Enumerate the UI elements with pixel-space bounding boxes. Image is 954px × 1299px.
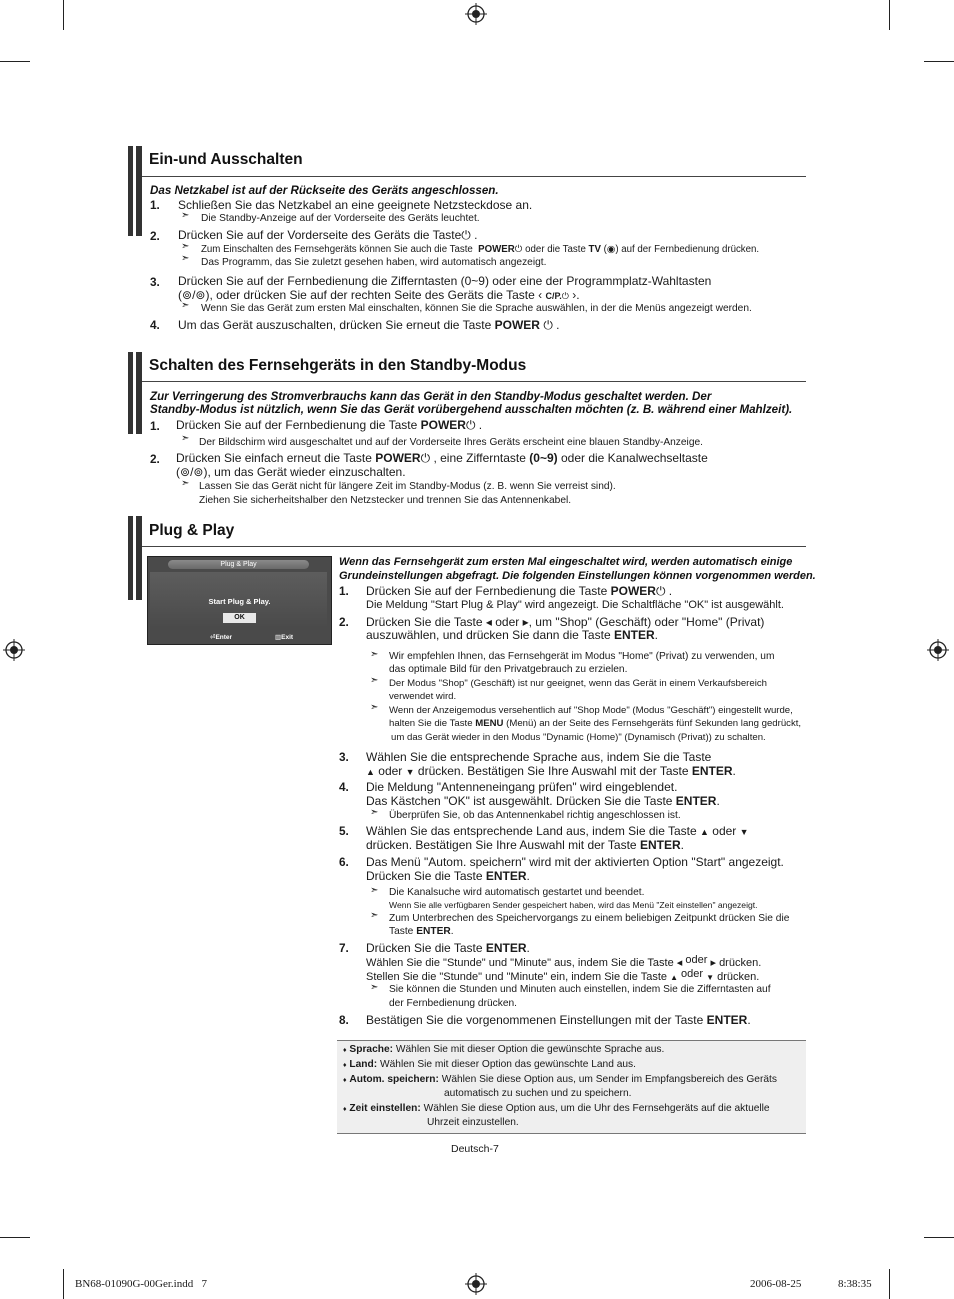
section-bar [128,352,142,434]
section-intro: Das Netzkabel ist auf der Rückseite des Geräts angeschlossen. [150,184,499,197]
step-text: Bestätigen Sie die vorgenommenen Einstellungen mit der Taste ENTER. [366,1013,751,1027]
crop-mark [0,61,30,62]
right-arrow-icon: ▸ [522,615,529,629]
screen-title: Plug & Play [168,560,309,569]
note-arrow-icon: ➣ [181,210,190,221]
screen-message: Start Plug & Play. [208,597,271,606]
step-text: Drücken Sie die Taste ENTER. [366,941,530,955]
bullet-icon: ♦ [343,1062,347,1069]
note-text: Die Standby-Anzeige auf der Vorderseite des Geräts leuchtet. [201,213,480,224]
note-text: Ziehen Sie sicherheitshalber den Netzstecker und trennen Sie das Antennenkabel. [199,495,572,506]
screen-footer: ⏎Enter ▥Exit [210,634,294,641]
step-subtext: Wählen Sie die "Stunde" und "Minute" aus, indem Sie die Taste ◂ oder ▸ drücken. [366,954,762,969]
step-subtext: Die Meldung "Start Plug & Play" wird angezeigt. Die Schaltfläche "OK" ist ausgewählt. [366,599,784,611]
step-number: 2. [339,615,349,629]
right-arrow-icon: › [572,288,577,302]
step-number: 3. [150,275,160,289]
note-text: Wenn Sie das Gerät zum ersten Mal einschalten, können Sie die Sprache auswählen, in der die Menüs angezeigt werden. [201,303,752,314]
step-number: 2. [150,229,160,243]
power-icon: ⏻ [514,244,523,255]
table-row: ♦ Land: Wählen Sie mit dieser Option das gewünschte Land aus. [343,1059,636,1070]
note-text: Sie können die Stunden und Minuten auch einstellen, indem Sie die Zifferntasten auf [389,984,771,995]
step-text: Das Menü "Autom. speichern" wird mit der aktivierten Option "Start" angezeigt. [366,855,784,869]
plug-and-play-screen [147,556,332,645]
note-arrow-icon: ➣ [181,241,190,252]
note-text: Der Bildschirm wird ausgeschaltet und auf der Vorderseite Ihres Geräts erscheint eine blauen Standby-Anzeige. [199,437,703,448]
step-number: 4. [150,318,160,332]
up-arrow-icon: ▲ [366,767,375,777]
note-arrow-icon: ➣ [181,253,190,264]
power-icon: ⏻ [465,418,476,432]
enter-icon: ⏎ [210,634,216,641]
note-text: verwendet wird. [389,691,457,702]
note-text: Zum Einschalten des Fernsehgeräts können Sie auch die Taste POWER⏻ oder die Taste TV (◉) auf der Fernbedienung drücken. [201,244,760,255]
footer-time: 8:38:35 [838,1278,872,1290]
step-text: (⊚/⊚), oder drücken Sie auf der rechten Seite des Geräts die Taste ‹ C/P.⏻ ›. [178,288,580,302]
power-icon: ⏻ [461,228,471,242]
note-arrow-icon: ➣ [370,649,379,660]
right-arrow-icon: ▸ [710,957,716,969]
note-arrow-icon: ➣ [370,910,379,921]
step-text: (⊚/⊚), um das Gerät wieder einzuschalten. [176,465,406,479]
crop-mark [924,61,954,62]
step-text: Drücken Sie die Taste ◂ oder ▸, um "Shop" (Geschäft) oder "Home" (Privat) [366,615,765,629]
channel-up-icon: ⊚ [182,288,193,302]
step-number: 8. [339,1013,349,1027]
bullet-icon: ♦ [343,1106,347,1113]
options-table [337,1040,806,1134]
note-arrow-icon: ➣ [181,300,190,311]
section-intro: Grundeinstellungen abgefragt. Die folgenden Einstellungen können vorgenommen werden. [339,570,816,582]
section-rule [142,176,806,177]
table-row: ♦ Sprache: Wählen Sie mit dieser Option die gewünschte Sprache aus. [343,1044,665,1055]
step-number: 1. [339,584,349,598]
note-text: Wenn der Anzeigemodus versehentlich auf "Shop Mode" (Modus "Geschäft") eingestellt wurde, [389,705,793,716]
note-text: Zum Unterbrechen des Speichervorgangs zu einem beliebigen Zeitpunkt drücken Sie die [389,913,790,924]
note-arrow-icon: ➣ [370,702,379,713]
crop-mark [0,1237,30,1238]
section-rule [142,546,806,547]
step-number: 4. [339,780,349,794]
note-text: halten Sie die Taste MENU (Menü) an der Seite des Fernsehgeräts fünf Sekunden lang gedrückt, [389,718,802,729]
step-number: 6. [339,855,349,869]
note-text: Taste ENTER. [389,926,454,937]
registration-mark-icon [927,639,949,661]
step-number: 5. [339,824,349,838]
note-text: Die Kanalsuche wird automatisch gestartet und beendet. [389,887,645,898]
note-text: Das Programm, das Sie zuletzt gesehen haben, wird automatisch angezeigt. [201,257,547,268]
power-icon: ⏻ [543,318,553,332]
section-bar [128,146,142,236]
section-title: Plug & Play [149,522,235,539]
crop-mark [889,1269,890,1299]
step-number: 1. [150,198,160,212]
crop-mark [889,0,890,30]
note-text: Der Modus "Shop" (Geschäft) ist nur geeignet, wenn das Gerät in einem Verkaufsbereich [389,678,767,689]
note-arrow-icon: ➣ [370,807,379,818]
table-row-continuation: automatisch zu suchen und zu speichern. [444,1088,632,1099]
table-row-continuation: Uhrzeit einzustellen. [427,1117,519,1128]
note-text: Wenn Sie alle verfügbaren Sender gespeichert haben, wird das Menü "Zeit einstellen" angezeigt. [389,900,758,910]
note-text: Überprüfen Sie, ob das Antennenkabel richtig angeschlossen ist. [389,810,681,821]
power-icon: ⏻ [420,451,431,465]
section-rule [142,381,806,382]
bullet-icon: ♦ [343,1047,347,1054]
footer-date: 2006-08-25 [750,1278,802,1290]
tv-button-icon: ◉ [606,244,616,255]
power-icon: ⏻ [655,584,666,598]
section-intro: Wenn das Fernsehgerät zum ersten Mal eingeschaltet wird, werden automatisch einige [339,556,793,568]
registration-mark-icon [465,3,487,25]
step-text: Drücken Sie auf der Fernbedienung die Taste POWER⏻ . [366,584,673,598]
crop-mark [924,1237,954,1238]
table-row: ♦ Autom. speichern: Wählen Sie diese Option aus, um Sender im Empfangsbereich des Geräts [343,1074,777,1085]
step-text: auszuwählen, und drücken Sie dann die Taste ENTER. [366,628,658,642]
step-text: drücken. Bestätigen Sie Ihre Auswahl mit der Taste ENTER. [366,838,684,852]
step-text: Die Meldung "Antenneneingang prüfen" wird eingeblendet. [366,780,678,794]
note-text: der Fernbedienung drücken. [389,998,517,1009]
step-text: Drücken Sie auf der Fernbedienung die Zifferntasten (0~9) oder eine der Programmplatz-Wahltasten [178,274,712,288]
step-number: 1. [150,419,160,433]
left-arrow-icon: ‹ [538,288,543,302]
up-arrow-icon: ▲ [700,827,709,837]
crop-mark [63,0,64,30]
channel-down-icon: ⊚ [195,288,206,302]
note-text: Wir empfehlen Ihnen, das Fernsehgerät im Modus "Home" (Privat) zu verwenden, um [389,651,775,662]
section-intro: Zur Verringerung des Stromverbrauchs kann das Gerät in den Standby-Modus geschaltet werden. Der [150,390,712,403]
step-text: Das Kästchen "OK" ist ausgewählt. Drücken Sie die Taste ENTER. [366,794,720,808]
channel-down-icon: ⊚ [193,465,204,479]
section-title: Ein-und Ausschalten [149,151,303,168]
note-text: das optimale Bild für den Privatgebrauch zu erzielen. [389,664,628,675]
step-number: 7. [339,941,349,955]
registration-mark-icon [3,639,25,661]
exit-icon: ▥ [275,634,282,641]
left-arrow-icon: ◂ [485,615,492,629]
crop-mark [63,1269,64,1299]
note-arrow-icon: ➣ [370,675,379,686]
step-number: 2. [150,452,160,466]
note-arrow-icon: ➣ [181,433,190,444]
power-icon: ⏻ [561,291,569,301]
step-text: Wählen Sie das entsprechende Land aus, indem Sie die Taste ▲ oder ▼ [366,824,749,838]
step-text: Wählen Sie die entsprechende Sprache aus, indem Sie die Taste [366,750,712,764]
note-arrow-icon: ➣ [181,478,190,489]
step-number: 3. [339,750,349,764]
step-text: Drücken Sie auf der Fernbedienung die Taste POWER⏻ . [176,418,483,432]
section-title: Schalten des Fernsehgeräts in den Standby-Modus [149,357,527,374]
table-row: ♦ Zeit einstellen: Wählen Sie diese Option aus, um die Uhr des Fernsehgeräts auf die aktuelle [343,1103,770,1114]
channel-up-icon: ⊚ [180,465,191,479]
step-text: Drücken Sie einfach erneut die Taste POWER⏻ , eine Zifferntaste (0~9) oder die Kanalwechseltaste [176,451,708,465]
section-bar [128,516,142,600]
step-subtext: Stellen Sie die "Stunde" und "Minute" ein, indem Sie die Taste ▲ oder ▼ drücken. [366,968,760,983]
note-arrow-icon: ➣ [370,885,379,896]
step-text: Um das Gerät auszuschalten, drücken Sie erneut die Taste POWER ⏻ . [178,318,560,332]
footer-filename: BN68-01090G-00Ger.indd 7 [75,1278,207,1290]
left-arrow-icon: ◂ [676,957,683,969]
page-number: Deutsch-7 [451,1143,499,1155]
section-intro: Standby-Modus ist nützlich, wenn Sie das Gerät vorübergehend ausschalten möchten (z. B. während einer Mahlzeit). [150,403,793,416]
bullet-icon: ♦ [343,1077,347,1084]
registration-mark-icon [465,1273,487,1295]
note-text: um das Gerät wieder in den Modus "Dynamic (Home)" (Dynamisch (Privat)) zu schalten. [391,732,766,743]
note-arrow-icon: ➣ [370,982,379,993]
note-text: Lassen Sie das Gerät nicht für längere Zeit im Standby-Modus (z. B. wenn Sie verreist sind). [199,481,616,492]
down-arrow-icon: ▼ [739,827,749,837]
step-text: Schließen Sie das Netzkabel an eine geeignete Netzsteckdose an. [178,198,533,212]
down-arrow-icon: ▼ [706,973,715,982]
step-text: Drücken Sie auf der Vorderseite des Geräts die Taste⏻ . [178,228,478,242]
step-text: Drücken Sie die Taste ENTER. [366,869,530,883]
ok-button[interactable]: OK [223,613,256,623]
up-arrow-icon: ▲ [670,973,678,982]
down-arrow-icon: ▼ [405,767,415,777]
step-text: ▲ oder ▼ drücken. Bestätigen Sie Ihre Auswahl mit der Taste ENTER. [366,764,736,778]
